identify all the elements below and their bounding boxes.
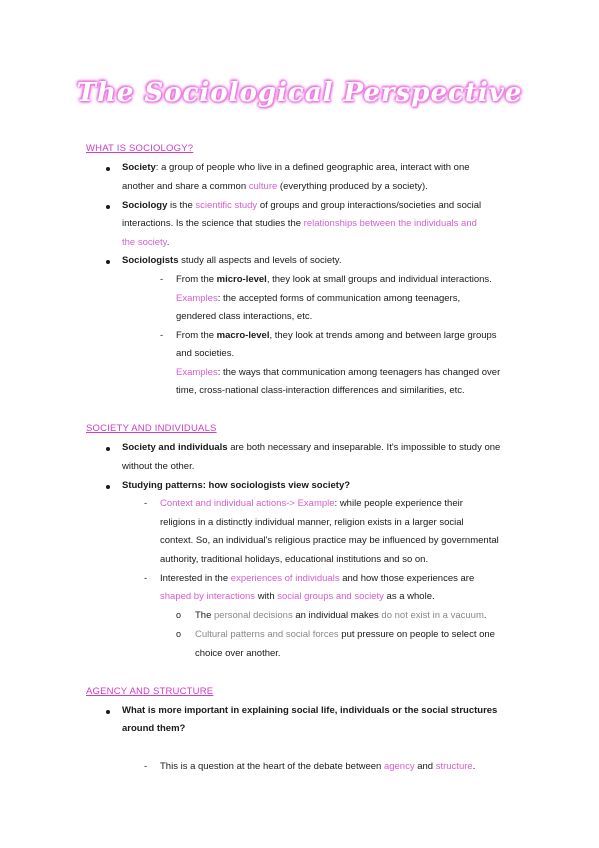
text-line: time, cross-national class-interaction differences and similarities, etc.: [176, 385, 465, 396]
bullet-icon: [106, 205, 110, 209]
text-line: interactions. Is the science that studies the relationships between the individuals and: [122, 218, 477, 229]
text-line: without the other.: [122, 461, 195, 472]
text-line: religions in a distinctly individual manner, religion exists in a larger social: [160, 517, 464, 528]
text-line: and societies.: [176, 348, 235, 359]
circle-marker: o: [176, 610, 182, 620]
dash-marker: -: [160, 274, 164, 285]
section-heading-society-and-individuals: SOCIETY AND INDIVIDUALS: [86, 423, 217, 434]
text-line: Examples: the accepted forms of communication among teenagers,: [176, 293, 461, 304]
text-line: The personal decisions an individual makes do not exist in a vacuum.: [195, 610, 487, 621]
text-line: authority, traditional holidays, educational institutions and so on.: [160, 554, 429, 565]
text-line: Sociology is the scientific study of groups and group interactions/societies and social: [122, 200, 482, 211]
text-line: What is more important in explaining social life, individuals or the social structures: [122, 705, 498, 716]
text-line: Interested in the experiences of individuals and how those experiences are: [160, 573, 475, 584]
text-line: This is a question at the heart of the debate between agency and structure.: [160, 761, 476, 772]
text-line: around them?: [122, 723, 186, 734]
dash-marker: -: [144, 573, 148, 584]
text-line: From the micro-level, they look at small groups and individual interactions.: [176, 274, 492, 285]
bullet-icon: [106, 260, 110, 264]
dash-marker: -: [144, 498, 148, 509]
text-line: choice over another.: [195, 648, 281, 659]
bullet-icon: [106, 710, 110, 714]
dash-marker: -: [144, 761, 148, 772]
text-line: Examples: the ways that communication among teenagers has changed over: [176, 367, 501, 378]
text-line: Society and individuals are both necessary and inseparable. It's impossible to study one: [122, 442, 501, 453]
text-line: another and share a common culture (everything produced by a society).: [122, 181, 428, 192]
text-line: Society: a group of people who live in a defined geographic area, interact with one: [122, 162, 470, 173]
dash-marker: -: [160, 330, 164, 341]
text-line: context. So, an individual's religious practice may be influenced by governmental: [160, 535, 499, 546]
text-line: Studying patterns: how sociologists view society?: [122, 480, 351, 491]
page-title: The Sociological Perspective: [76, 78, 523, 108]
text-line: Cultural patterns and social forces put pressure on people to select one: [195, 629, 495, 640]
text-line: From the macro-level, they look at trends among and between large groups: [176, 330, 497, 341]
circle-marker: o: [176, 629, 182, 639]
bullet-icon: [106, 447, 110, 451]
text-line: the society.: [122, 237, 170, 248]
text-line: gendered class interactions, etc.: [176, 311, 313, 322]
text-line: Context and individual actions-> Example: while people experience their: [160, 498, 463, 509]
bullet-icon: [106, 485, 110, 489]
bullet-icon: [106, 167, 110, 171]
section-heading-agency-and-structure: AGENCY AND STRUCTURE: [86, 686, 214, 697]
section-heading-what-is-sociology: WHAT IS SOCIOLOGY?: [86, 143, 194, 154]
text-line: Sociologists study all aspects and levels of society.: [122, 255, 342, 266]
text-line: shaped by interactions with social groups and society as a whole.: [160, 591, 435, 602]
